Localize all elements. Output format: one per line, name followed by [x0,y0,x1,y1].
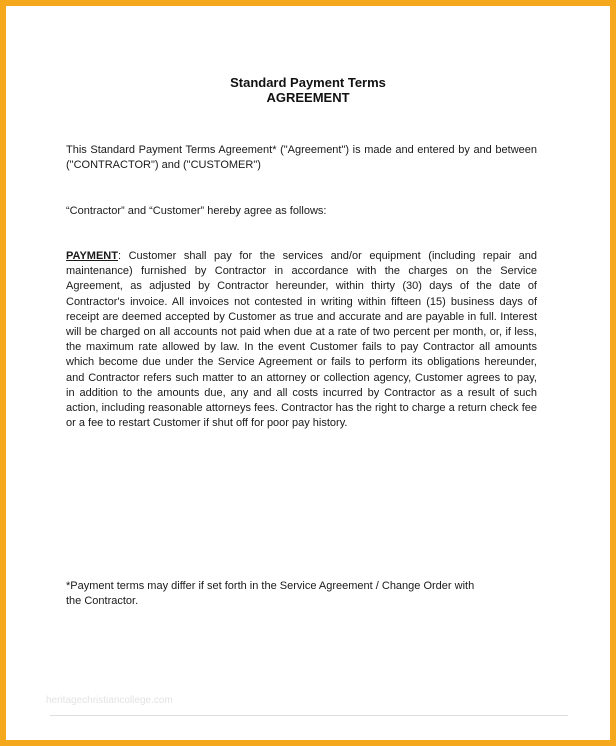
document-title: Standard Payment Terms [230,75,386,90]
agree-paragraph: “Contractor” and “Customer” hereby agree as follows: [66,205,327,217]
payment-body: : Customer shall pay for the services and/or equipment (including repair and maintenance) furnished by Contractor in accordance with the charges on the Service Agreement, as adjusted by Contractor hereunder, within thirty (30) days of the date of Contractor's invoice. All invoices not contested in writing within fifteen (15) business days of receipt are deemed accepted by Customer as true and accurate and are payable in full. Interest will be charged on all accounts not paid when due at a rate of two percent per month, or, if less, the maximum rate allowed by law. In the event Customer fails to pay Contractor all amounts which become due under the Service Agreement or fails to perform its obligations hereunder, and Contractor refers such matter to an attorney or collection agency, Customer agrees to pay, in addition to the amounts due, any and all costs incurred by Contractor as a result of such action, including reasonable attorneys fees. Contractor has the right to charge a return check fee or a fee to restart Customer if shut off for poor pay history. [66,250,537,430]
payment-paragraph [66,249,537,431]
bottom-divider [50,715,568,716]
payment-heading: PAYMENT [66,250,118,262]
footnote: *Payment terms may differ if set forth in the Service Agreement / Change Order with the Contractor. [66,580,475,608]
intro-paragraph: This Standard Payment Terms Agreement* ("Agreement") is made and entered by and between ("CONTRACTOR") and ("CUSTOMER") [66,144,537,172]
document-subtitle: AGREEMENT [266,90,350,105]
watermark-text: heritagechristiancollege.com [46,695,173,706]
